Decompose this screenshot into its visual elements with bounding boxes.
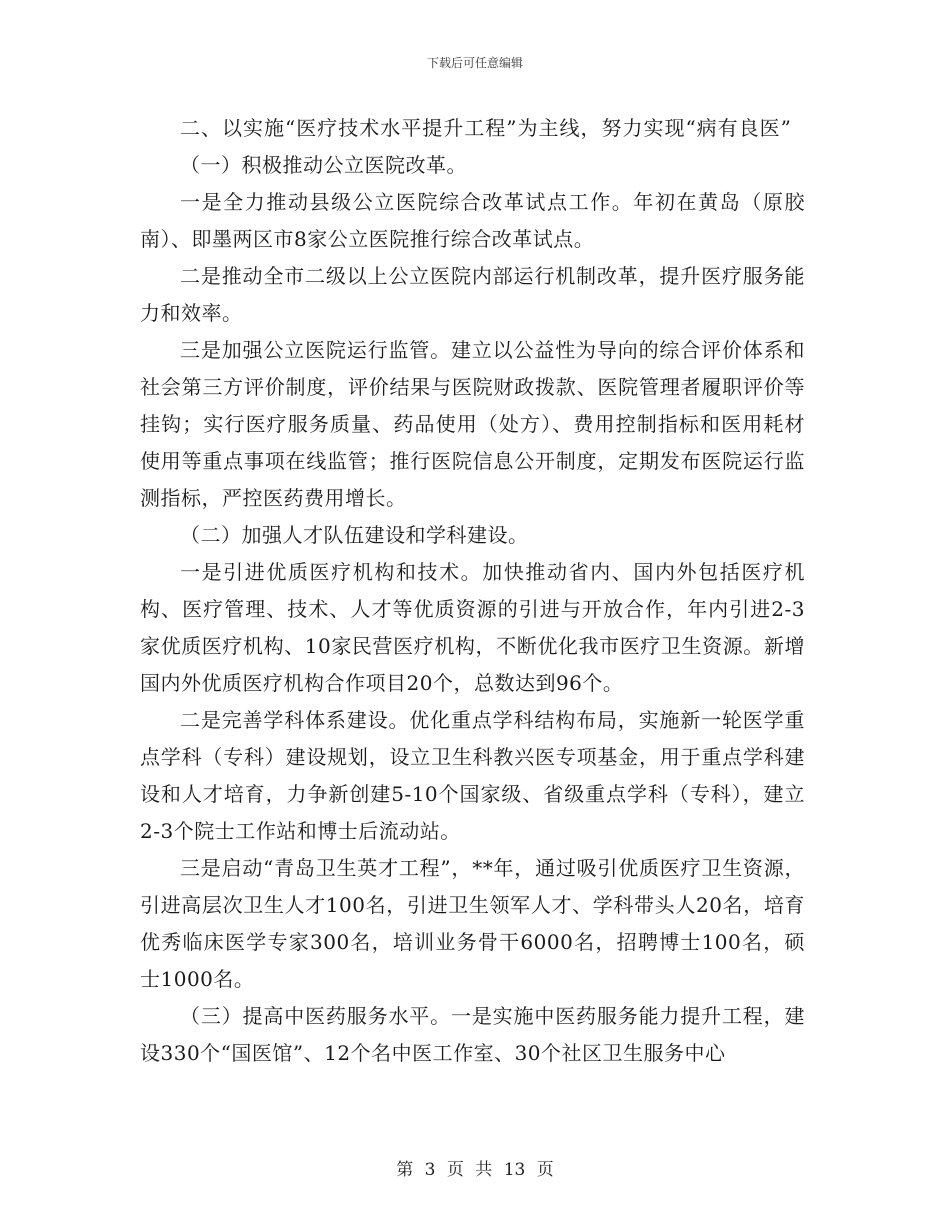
subsection-heading: （一）积极推动公立医院改革。 [180, 153, 467, 177]
section-heading: 二、以实施“医疗技术水平提升工程”为主线，努力实现“病有良医” [180, 116, 792, 140]
subsection-heading: （二）加强人才队伍建设和学科建设。 [180, 523, 529, 547]
footer-prefix: 第 [396, 1160, 414, 1180]
paragraph: 二是完善学科体系建设。优化重点学科结构布局，实施新一轮医学重点学科（专科）建设规划，设立卫生科教兴医专项基金，用于重点学科建设和人才培育，力争新创建5-10个国家级、省级重点学科（专科），建立2-3个院士工作站和博士后流动站。 [140, 708, 805, 843]
paragraph: 一是引进优质医疗机构和技术。加快推动省内、国内外包括医疗机构、医疗管理、技术、人才等优质资源的引进与开放合作，年内引进2-3家优质医疗机构、10家民营医疗机构，不断优化我市医疗卫生资源。新增国内外优质医疗机构合作项目20个，总数达到96个。 [140, 560, 805, 695]
total-page-count: 13 [503, 1160, 526, 1180]
paragraph: 一是全力推动县级公立医院综合改革试点工作。年初在黄岛（原胶南）、即墨两区市8家公立医院推行综合改革试点。 [140, 190, 805, 251]
footer-total-label: 共 [475, 1160, 493, 1180]
paragraph: （三）提高中医药服务水平。一是实施中医药服务能力提升工程，建设330个“国医馆”、12个名中医工作室、30个社区卫生服务中心 [140, 1004, 805, 1065]
document-body [140, 110, 805, 1072]
footer-page-label: 页 [446, 1160, 464, 1180]
paragraph: 二是推动全市二级以上公立医院内部运行机制改革，提升医疗服务能力和效率。 [140, 264, 805, 325]
footer-suffix: 页 [536, 1160, 554, 1180]
current-page-number: 3 [424, 1160, 436, 1180]
paragraph: 三是加强公立医院运行监管。建立以公益性为导向的综合评价体系和社会第三方评价制度，评价结果与医院财政拨款、医院管理者履职评价等挂钩；实行医疗服务质量、药品使用（处方）、费用控制指标和医用耗材使用等重点事项在线监管；推行医院信息公开制度，定期发布医院运行监测指标，严控医药费用增长。 [140, 338, 805, 510]
page-header: 下载后可任意编辑 [426, 56, 523, 70]
page-footer [0, 1155, 950, 1180]
paragraph: 三是启动“青岛卫生英才工程”，**年，通过吸引优质医疗卫生资源，引进高层次卫生人才100名，引进卫生领军人才、学科带头人20名，培育优秀临床医学专家300名，培训业务骨干6000名，招聘博士100名，硕士1000名。 [140, 856, 805, 991]
